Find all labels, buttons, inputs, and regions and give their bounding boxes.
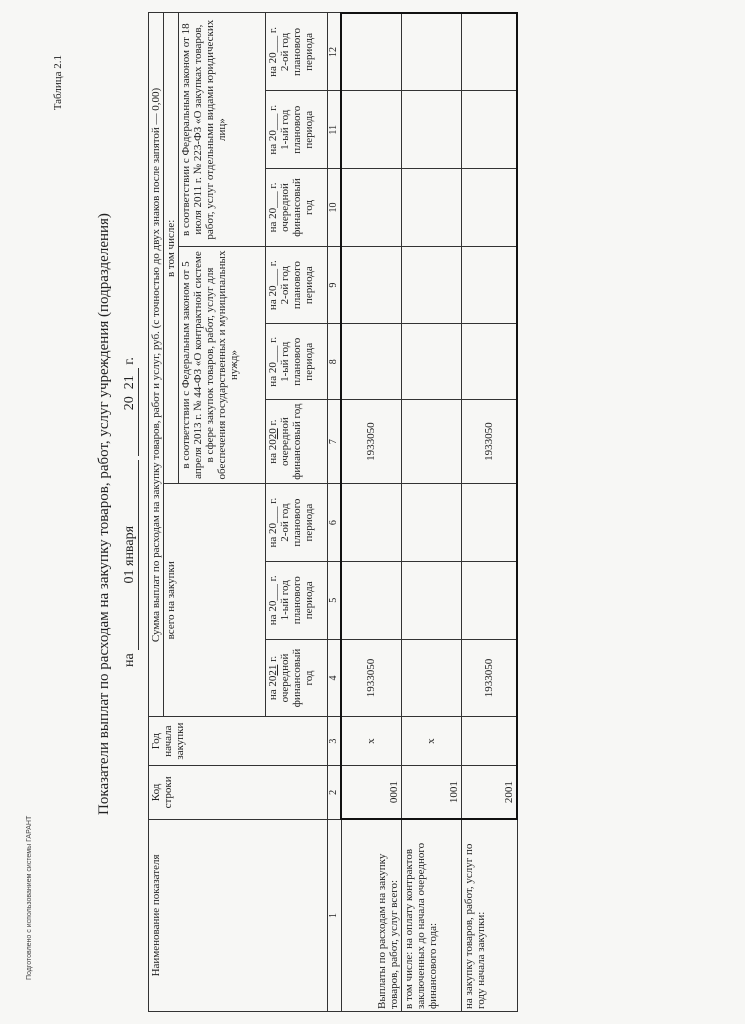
row-value-col4[interactable]: 1933050 — [461, 639, 517, 717]
year-20: 20 — [267, 439, 279, 451]
year-20: 20 — [267, 675, 279, 687]
col7-header — [266, 400, 328, 484]
g-label: г. — [267, 575, 279, 582]
row-value-col6[interactable] — [461, 484, 517, 562]
fz223-header: в соответствии с Федеральным законом от 18 июля 2011 г. № 223-ФЗ «О закупках товаров, работ, услуг отдельными видами юридических лиц» — [179, 13, 266, 246]
date-day-month: 01 января — [122, 460, 139, 650]
col9-header: на 20___ г. 2-ой год планового периода — [266, 246, 328, 324]
na-label: на — [267, 689, 279, 701]
row-year[interactable] — [461, 717, 517, 766]
year-20: 20 — [267, 362, 279, 374]
total-header: всего на закупки — [164, 484, 266, 717]
col-code-header: Код строки — [149, 765, 328, 819]
col10-header: на 20___ г. очередной финансовый год — [266, 169, 328, 247]
row-value-col12[interactable] — [341, 13, 401, 91]
g-label: г. — [267, 655, 279, 662]
row-year: x — [401, 717, 461, 766]
na-label: на — [267, 143, 279, 155]
col-number: 6 — [328, 484, 342, 562]
period-label: очередной финансовый год — [279, 648, 315, 708]
g-label: г. — [267, 260, 279, 267]
period-label: 1-ый год планового периода — [279, 576, 315, 625]
year-suffix: г. — [122, 357, 137, 365]
year-20: 20 — [267, 600, 279, 612]
col6-header: на 20___ г. 2-ой год планового периода — [266, 484, 328, 562]
col-number: 3 — [328, 717, 342, 766]
na-label: на — [267, 614, 279, 626]
col-number: 12 — [328, 13, 342, 91]
col-number: 8 — [328, 324, 342, 400]
table-row — [401, 13, 461, 1012]
col-number: 11 — [328, 91, 342, 169]
row-value-col10[interactable] — [401, 169, 461, 247]
col-number: 5 — [328, 561, 342, 639]
g-label: г. — [267, 336, 279, 343]
payments-table — [148, 12, 518, 1012]
year-20: 20 — [267, 207, 279, 219]
report-date — [122, 0, 139, 1024]
row-value-col7[interactable]: 1933050 — [341, 400, 401, 484]
row-value-col7[interactable]: 1933050 — [461, 400, 517, 484]
period-label: 2-ой год планового периода — [279, 261, 315, 310]
year-20: 20 — [267, 52, 279, 64]
col5-header: на 20___ г. 1-ый год планового периода — [266, 561, 328, 639]
col-number: 2 — [328, 765, 342, 819]
row-value-col11[interactable] — [341, 91, 401, 169]
row-value-col11[interactable] — [401, 91, 461, 169]
row-value-col5[interactable] — [401, 561, 461, 639]
g-label: г. — [267, 182, 279, 189]
date-prefix: на — [122, 653, 137, 667]
period-label: 1-ый год планового периода — [279, 105, 315, 154]
fz44-header: в соответствии с Федеральным законом от 5 апреля 2013 г. № 44-ФЗ «О контрактной системе в сфере закупок товаров, работ, услуг для обеспечения государственных и муниципальных нужд» — [179, 246, 266, 483]
na-label: на — [267, 453, 279, 464]
incl-header: в том числе: — [164, 13, 179, 484]
na-label: на — [267, 536, 279, 548]
g-label: г. — [267, 419, 279, 426]
row-name: на закупку товаров, работ, услуг по году начала закупки: — [461, 819, 517, 1011]
sum-header: Сумма выплат по расходам на закупку товаров, работ и услуг, руб. (с точностью до двух знаков после запятой — 0,00) — [149, 13, 164, 717]
year-fill: 21 — [267, 664, 279, 676]
row-value-col9[interactable] — [401, 246, 461, 324]
table-row — [461, 13, 517, 1012]
year-20: 20 — [267, 285, 279, 297]
col4-header — [266, 639, 328, 717]
period-label: очередной финансовый год — [279, 178, 315, 237]
na-label: на — [267, 66, 279, 77]
period-label: 2-ой год планового периода — [279, 27, 315, 76]
col-number: 1 — [328, 819, 342, 1011]
row-name: Выплаты по расходам на закупку товаров, работ, услуг всего: — [341, 819, 401, 1011]
document-title: Показатели выплат по расходам на закупку товаров, работ, услуг учреждения (подразделения) — [96, 213, 112, 815]
col-number: 4 — [328, 639, 342, 717]
row-value-col6[interactable] — [341, 484, 401, 562]
col-number: 7 — [328, 400, 342, 484]
g-label: г. — [267, 497, 279, 504]
row-value-col8[interactable] — [341, 324, 401, 400]
row-value-col8[interactable] — [401, 324, 461, 400]
period-label: 1-ый год планового периода — [279, 337, 315, 386]
col12-header: на 20___ г. 2-ой год планового периода — [266, 13, 328, 91]
row-code: 2001 — [461, 765, 517, 819]
row-value-col8[interactable] — [461, 324, 517, 400]
row-value-col4[interactable]: 1933050 — [341, 639, 401, 717]
row-code: 0001 — [341, 765, 401, 819]
row-value-col9[interactable] — [341, 246, 401, 324]
col8-header: на 20___ г. 1-ый год планового периода — [266, 324, 328, 400]
period-label: 2-ой год планового периода — [279, 498, 315, 547]
source-note: Подготовлено с использованием системы ГАРАНТ — [26, 815, 33, 980]
na-label: на — [267, 375, 279, 387]
row-value-col10[interactable] — [341, 169, 401, 247]
row-value-col12[interactable] — [461, 13, 517, 91]
col-name-header: Наименование показателя — [149, 819, 328, 1011]
g-label: г. — [267, 104, 279, 111]
table-number: Таблица 2.1 — [52, 55, 64, 111]
col11-header: на 20___ г. 1-ый год планового периода — [266, 91, 328, 169]
row-value-col10[interactable] — [461, 169, 517, 247]
row-name: в том числе: на оплату контрактов заключенных до начала очередного финансового года: — [401, 819, 461, 1011]
row-value-col6[interactable] — [401, 484, 461, 562]
year-value: 21 — [122, 368, 139, 396]
year-20: 20 — [267, 522, 279, 534]
row-value-col5[interactable] — [341, 561, 401, 639]
row-code: 1001 — [401, 765, 461, 819]
row-value-col4[interactable] — [401, 639, 461, 717]
year-prefix: 20 — [122, 396, 139, 456]
col-year-header: Год начала закупки — [149, 717, 328, 766]
period-label: очередной финансовый год — [279, 403, 303, 480]
table-row — [341, 13, 401, 1012]
row-value-col11[interactable] — [461, 91, 517, 169]
column-numbers-row — [328, 13, 342, 1012]
row-year: x — [341, 717, 401, 766]
row-value-col12[interactable] — [401, 13, 461, 91]
year-20: 20 — [267, 130, 279, 142]
col-number: 10 — [328, 169, 342, 247]
row-value-col5[interactable] — [461, 561, 517, 639]
na-label: на — [267, 299, 279, 311]
na-label: на — [267, 221, 279, 233]
g-label: г. — [267, 27, 279, 34]
col-number: 9 — [328, 246, 342, 324]
row-value-col9[interactable] — [461, 246, 517, 324]
row-value-col7[interactable] — [401, 400, 461, 484]
year-fill: 20 — [267, 428, 279, 440]
